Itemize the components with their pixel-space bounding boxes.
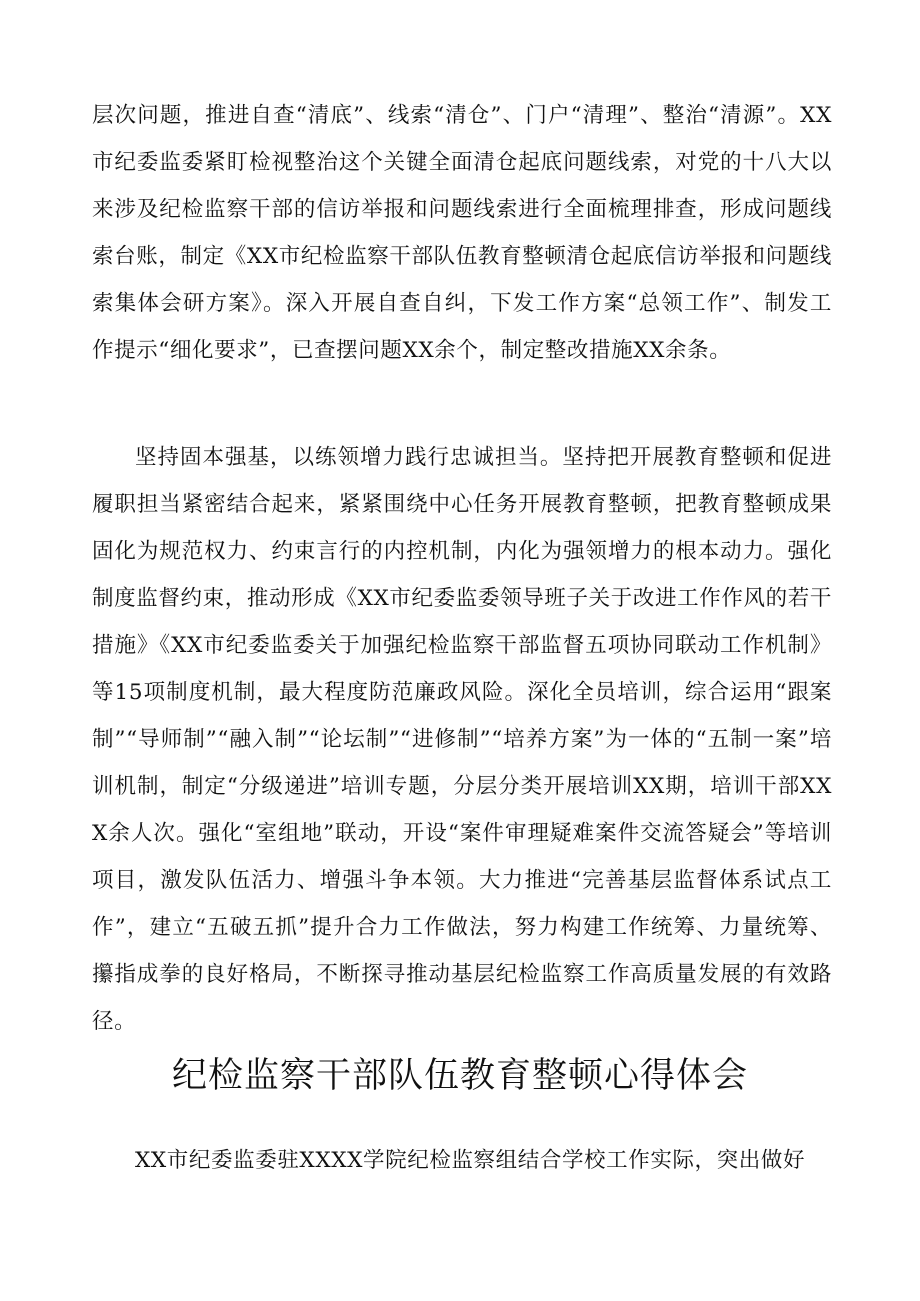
body-paragraph-2: 坚持固本强基，以练领增力践行忠诚担当。坚持把开展教育整顿和促进履职担当紧密结合起来，紧紧围绕中心任务开展教育整顿，把教育整顿成果固化为规范权力、约束言行的内控机制，内化为强领增力的根本动力。强化制度监督约束，推动形成《XX市纪委监委领导班子关于改进工作作风的若干措施》《XX市纪委监委关于加强纪检监察干部监督五项协同联动工作机制》等15项制度机制，最大程度防范廉政风险。深化全员培训，综合运用“跟案制”“导师制”“融入制”“论坛制”“进修制”“培养方案”为一体的“五制一案”培训机制，制定“分级递进”培训专题，分层分类开展培训XX期，培训干部XXX余人次。强化“室组地”联动，开设“案件审理疑难案件交流答疑会”等培训项目，激发队伍活力、增强斗争本领。大力推进“完善基层监督体系试点工作”，建立“五破五抓”提升合力工作做法，努力构建工作统筹、力量统筹、攥指成拳的良好格局，不断探寻推动基层纪检监察工作高质量发展的有效路径。	[92, 445, 832, 1034]
body-paragraph-1: 层次问题，推进自查“清底”、线索“清仓”、门户“清理”、整治“清源”。XX市纪委监委紧盯检视整治这个关键全面清仓起底问题线索，对党的十八大以来涉及纪检监察干部的信访举报和问题线索进行全面梳理排查，形成问题线索台账，制定《XX市纪检监察干部队伍教育整顿清仓起底信访举报和问题线索集体会研方案》。深入开展自查自纠，下发工作方案“总领工作”、制发工作提示“细化要求”，已查摆问题XX余个，制定整改措施XX余条。	[92, 103, 832, 363]
section-title: 纪检监察干部队伍教育整顿心得体会	[171, 1056, 748, 1096]
body-paragraph-3: XX市纪委监委驻XXXX学院纪检监察组结合学校工作实际，突出做好	[135, 1148, 806, 1173]
